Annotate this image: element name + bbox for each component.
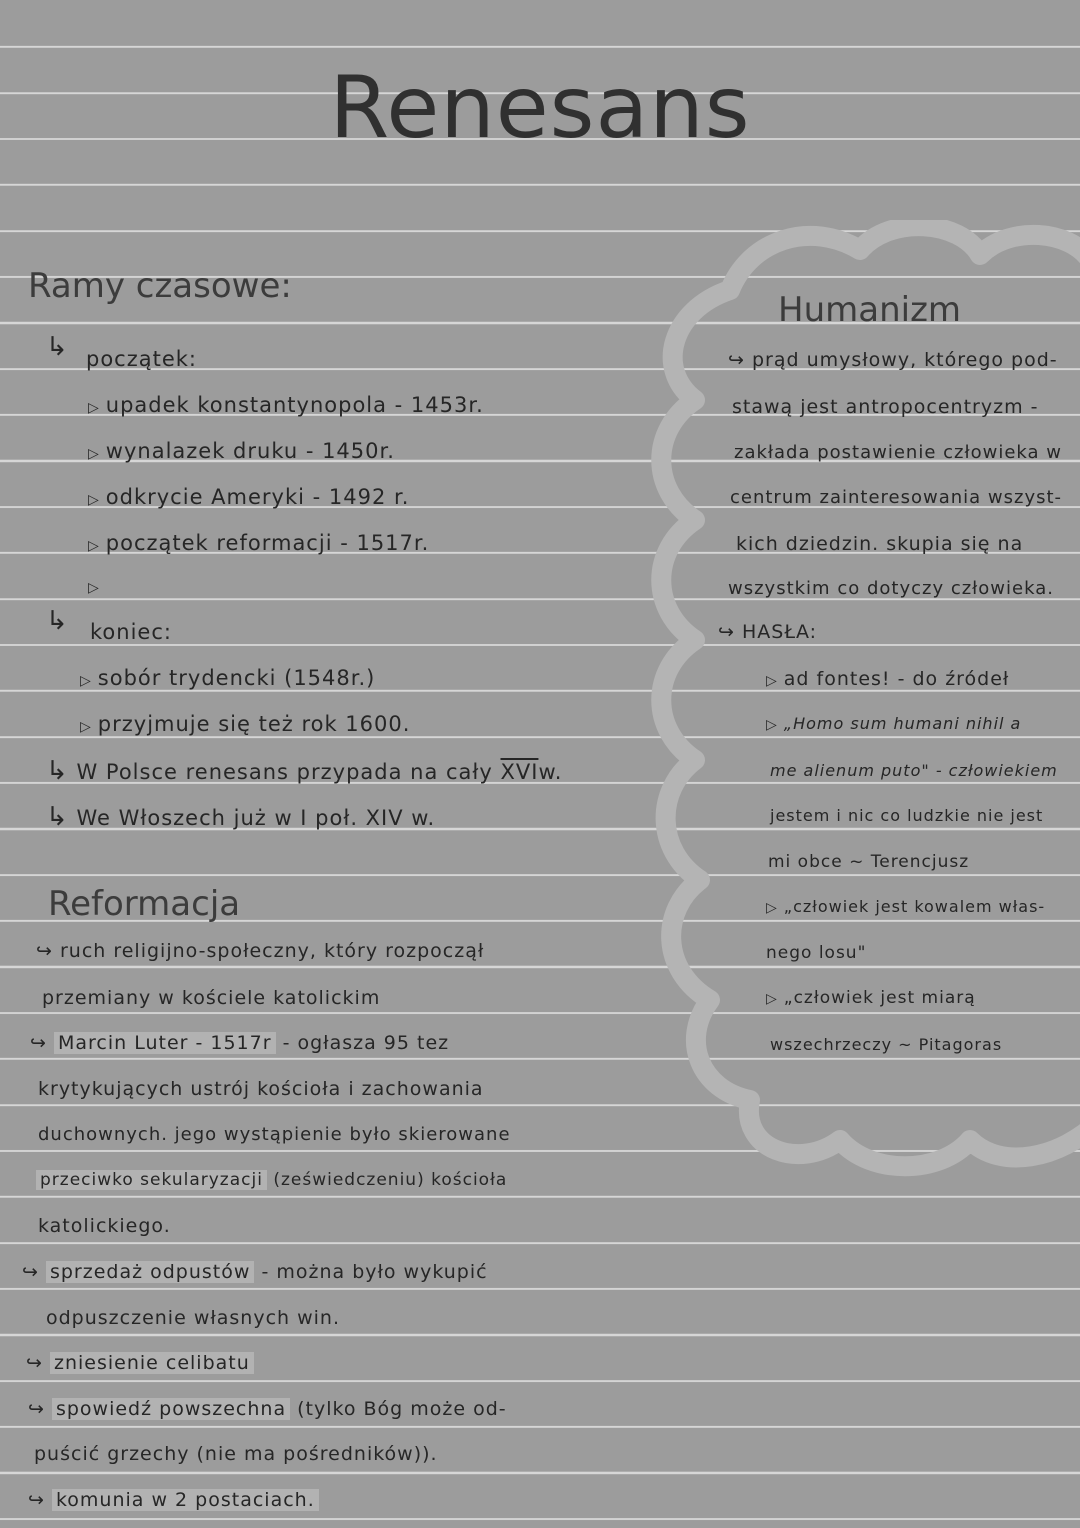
triangle-bullet-icon: ▷ [80, 719, 92, 735]
wloszech-line: ↳ We Włoszech już w I poł. XIV w. [46, 802, 436, 832]
triangle-bullet-icon: ▷ [766, 900, 778, 916]
curl-arrow-icon: ↪ [30, 1032, 47, 1054]
reformacja-line: duchownych. jego wystąpienie było skierowane [38, 1124, 511, 1145]
polska-line: ↳ W Polsce renesans przypada na cały $\overline{XVI}w$. [46, 756, 563, 786]
arrow-icon: ↳ [46, 606, 68, 636]
humanizm-line: zakłada postawienie człowieka w [734, 442, 1062, 463]
curl-arrow-icon: ↪ [22, 1261, 39, 1283]
page-title: Renesans [329, 58, 751, 158]
reformacja-line: przeciwko sekularyzacji (zeświedczeniu) kościoła [36, 1170, 507, 1190]
reformacja-line: odpuszczenie własnych win. [46, 1307, 341, 1329]
humanizm-line: stawą jest antropocentryzm - [732, 396, 1039, 418]
humanizm-line: ↪ prąd umysłowy, którego pod- [728, 349, 1058, 371]
reformacja-line: ↪ ruch religijno-społeczny, który rozpoczął [36, 940, 485, 962]
triangle-bullet-icon: ▷ [766, 991, 778, 1007]
curl-arrow-icon: ↪ [28, 1398, 45, 1420]
triangle-bullet-icon: ▷ [766, 717, 778, 733]
curl-arrow-icon: ↪ [36, 940, 53, 962]
hasla-item: nego losu" [766, 943, 867, 963]
koniec-label: koniec: [90, 620, 172, 644]
hasla-label: ↪ HASŁA: [718, 621, 818, 643]
triangle-bullet-icon: ▷ [88, 400, 100, 416]
reformacja-line: katolickiego. [38, 1215, 171, 1237]
list-item: ▷ przyjmuje się też rok 1600. [80, 712, 411, 736]
list-item: ▷ wynalazek druku - 1450r. [88, 439, 395, 463]
reformacja-line: ↪ komunia w 2 postaciach. [28, 1489, 319, 1511]
hasla-item: jestem i nic co ludzkie nie jest [770, 806, 1044, 825]
humanizm-heading: Humanizm [778, 290, 962, 330]
hasla-item: ▷ „Homo sum humani nihil a [766, 714, 1022, 733]
reformacja-line: ↪ sprzedaż odpustów - można było wykupić [22, 1261, 488, 1283]
triangle-bullet-icon: ▷ [80, 673, 92, 689]
list-item: ▷ sobór trydencki (1548r.) [80, 666, 376, 690]
reformacja-heading: Reformacja [48, 884, 241, 924]
triangle-bullet-icon: ▷ [766, 673, 778, 689]
humanizm-line: wszystkim co dotyczy człowieka. [728, 578, 1054, 599]
curl-arrow-icon: ↪ [28, 1489, 45, 1511]
reformacja-line: ↪ Marcin Luter - 1517r - ogłasza 95 tez [30, 1032, 450, 1054]
list-item: ▷ upadek konstantynopola - 1453r. [88, 393, 484, 417]
reformacja-line: puścić grzechy (nie ma pośredników)). [34, 1443, 438, 1465]
reformacja-line: przemiany w kościele katolickim [42, 987, 381, 1009]
hasla-item: ▷ „człowiek jest kowalem włas- [766, 897, 1046, 916]
triangle-bullet-icon: ▷ [88, 446, 100, 462]
humanizm-line: centrum zainteresowania wszyst- [730, 487, 1063, 508]
reformacja-line: ↪ zniesienie celibatu [26, 1352, 254, 1374]
arrow-icon: ↳ [46, 332, 68, 362]
list-item: ▷ początek reformacji - 1517r. [88, 531, 430, 555]
reformacja-line: krytykujących ustrój kościoła i zachowania [38, 1078, 484, 1100]
hasla-item: ▷ „człowiek jest miarą [766, 988, 976, 1008]
hasla-item: mi obce ~ Terencjusz [768, 852, 970, 872]
curl-arrow-icon: ↪ [728, 349, 745, 371]
arrow-icon: ↳ [46, 802, 69, 832]
list-item: ▷ odkrycie Ameryki - 1492 r. [88, 485, 410, 509]
poczatek-label: początek: [86, 347, 198, 371]
humanizm-line: kich dziedzin. skupia się na [736, 533, 1024, 555]
ramy-heading: Ramy czasowe: [28, 266, 292, 306]
triangle-bullet-icon: ▷ [88, 538, 100, 554]
hasla-item: wszechrzeczy ~ Pitagoras [770, 1035, 1003, 1054]
reformacja-line: ↪ spowiedź powszechna (tylko Bóg może od- [28, 1398, 507, 1420]
hasla-item: ▷ ad fontes! - do źródeł [766, 668, 1010, 690]
curl-arrow-icon: ↪ [26, 1352, 43, 1374]
triangle-bullet-icon: ▷ [88, 580, 100, 596]
empty-bullet [88, 573, 106, 597]
curl-arrow-icon: ↪ [718, 621, 735, 643]
hasla-item: me alienum puto" - człowiekiem [770, 761, 1058, 780]
arrow-icon: ↳ [46, 756, 69, 786]
triangle-bullet-icon: ▷ [88, 492, 100, 508]
